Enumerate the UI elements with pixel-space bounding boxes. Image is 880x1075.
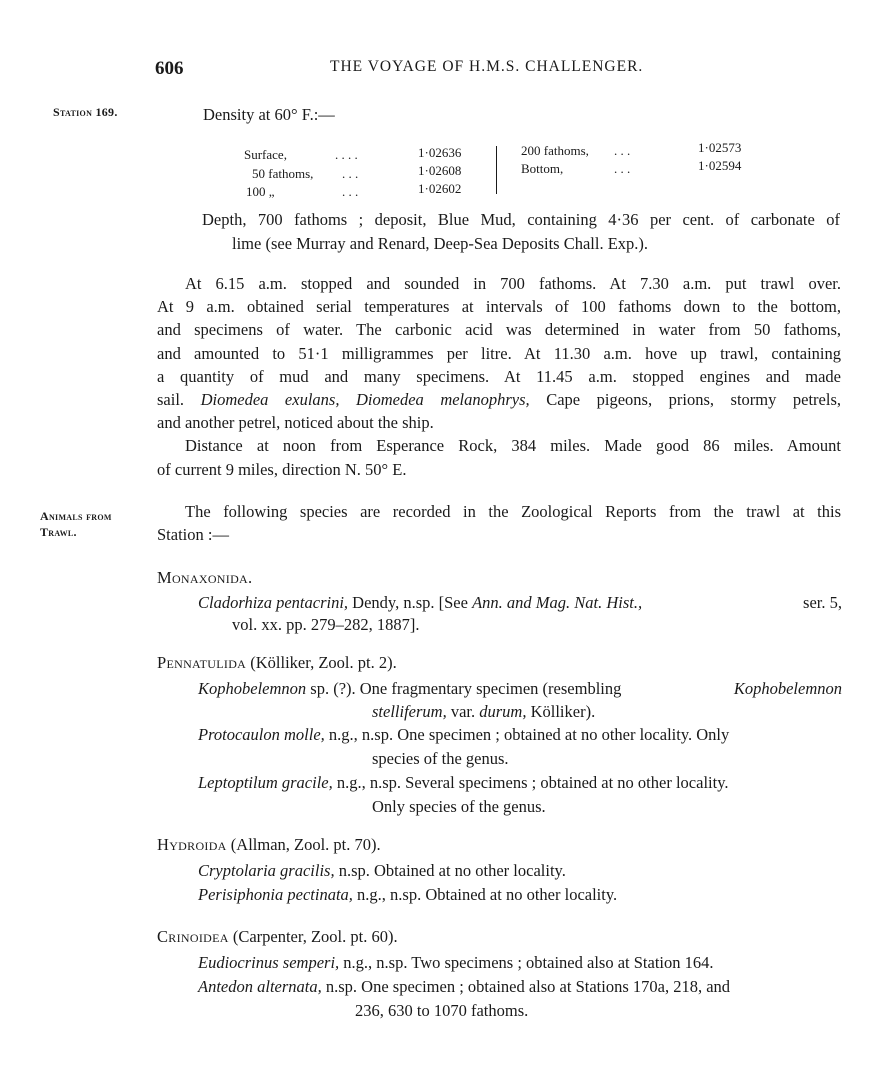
entry-text [198, 677, 621, 700]
text: n.g., n.sp. Several specimens ; obtained at no other locality. [332, 773, 729, 792]
group-reference: (Carpenter, Zool. pt. 60). [228, 927, 398, 946]
species-entry-continuation: species of the genus. [372, 749, 509, 768]
species-name: Kophobelemnon [198, 679, 307, 698]
group-name: Crinoidea [157, 927, 229, 946]
text: n.g., n.sp. One specimen ; obtained at no other locality. Only [324, 725, 730, 744]
animals-margin-note-line2: Trawl. [40, 525, 77, 539]
species-name: Eudiocrinus semperi, [198, 953, 340, 972]
text: Dendy, n.sp. [See [348, 593, 473, 612]
narrative-line: Distance at noon from Esperance Rock, 384 miles. Made good 86 miles. Amount [185, 436, 841, 456]
species-name: Antedon alternata, [198, 977, 322, 996]
group-name: Pennatulida [157, 653, 247, 672]
density-label: 50 fathoms, [252, 166, 314, 181]
density-value: 1·02608 [418, 163, 462, 178]
narrative-line: At 6.15 a.m. stopped and sounded in 700 fathoms. At 7.30 a.m. put trawl over. [185, 274, 841, 293]
station-margin-note: Station 169. [53, 105, 118, 119]
species-name: Protocaulon molle, [198, 725, 325, 744]
density-table-divider [496, 146, 497, 194]
species-name: Diomedea exulans, Diomedea melanophrys, [200, 390, 530, 410]
species-entry [198, 771, 842, 794]
species-name: Perisiphonia pectinata, [198, 885, 353, 904]
text: ser. 5, [803, 593, 842, 612]
species-entry [198, 723, 842, 746]
species-entry [198, 951, 714, 974]
density-value: 1·02636 [418, 145, 462, 160]
depth-line: lime (see Murray and Renard, Deep-Sea Deposits Chall. Exp.). [232, 234, 649, 253]
species-name: stelliferum, [372, 702, 447, 721]
species-entry-continuation: 236, 630 to 1070 fathoms. [355, 1001, 529, 1020]
trawl-intro-line: The following species are recorded in the Zoological Reports from the trawl at this [185, 502, 841, 521]
text: sp. (?). One fragmentary specimen (resembling [306, 679, 622, 698]
narrative-line: a quantity of mud and many specimens. At 11.45 a.m. stopped engines and made [157, 366, 841, 386]
entry-text [198, 591, 642, 614]
group-name: Hydroida [157, 835, 227, 854]
species-entry-continuation: Only species of the genus. [372, 797, 546, 816]
density-value: 1·02594 [698, 158, 742, 173]
narrative-line [157, 388, 841, 411]
density-dots: . . . [614, 161, 631, 176]
text: sail. [157, 390, 185, 410]
narrative-line: of current 9 miles, direction N. 50° E. [157, 459, 407, 479]
text: n.sp. One specimen ; obtained also at Stations 170a, 218, and [321, 977, 731, 996]
species-entry [198, 859, 566, 882]
species-name: Kophobelemnon [733, 679, 842, 698]
running-title: THE VOYAGE OF H.M.S. CHALLENGER. [330, 58, 644, 75]
density-label: Surface, [244, 147, 287, 162]
species-name: Cladorhiza pentacrini, [198, 593, 349, 612]
narrative-line: and another petrel, noticed about the ship. [157, 413, 434, 433]
density-heading: Density at 60° F.:— [203, 105, 335, 124]
text: n.sp. Obtained at no other locality. [334, 861, 566, 880]
density-dots: . . . . [335, 147, 358, 162]
species-entry [198, 677, 842, 700]
narrative-line: and specimens of water. The carbonic acid was determined in water from 50 fathoms, [157, 320, 841, 340]
trawl-intro-line: Station :— [157, 525, 229, 545]
narrative-paragraph [157, 272, 841, 481]
species-entry-continuation [372, 700, 595, 723]
species-entry-continuation: vol. xx. pp. 279–282, 1887]. [232, 615, 420, 634]
group-heading-monaxonida: Monaxonida. [157, 568, 253, 587]
page-number: 606 [155, 58, 184, 79]
narrative-line: At 9 a.m. obtained serial temperatures at intervals of 100 fathoms down to the bottom, [157, 297, 841, 317]
density-dots: . . . [614, 143, 631, 158]
text: var. [446, 702, 480, 721]
species-entry [198, 975, 842, 998]
species-entry [198, 591, 842, 614]
animals-margin-note-line1: Animals from [40, 509, 112, 523]
density-label: Bottom, [521, 161, 564, 176]
text: n.g., n.sp. Two specimens ; obtained also at Station 164. [339, 953, 714, 972]
group-heading-crinoidea [157, 925, 398, 948]
species-name: Cryptolaria gracilis, [198, 861, 335, 880]
density-dots: . . . [342, 166, 359, 181]
journal-title: Ann. and Mag. Nat. Hist., [472, 593, 643, 612]
group-heading-pennatulida [157, 651, 397, 674]
depth-line: Depth, 700 fathoms ; deposit, Blue Mud, containing 4·36 per cent. of carbonate of [202, 210, 840, 229]
depth-paragraph [202, 208, 840, 231]
density-dots: . . . [342, 184, 359, 199]
text: Kölliker). [526, 702, 596, 721]
species-name: Leptoptilum gracile, [198, 773, 333, 792]
group-reference: (Allman, Zool. pt. 70). [226, 835, 381, 854]
narrative-line: and amounted to 51·1 milligrammes per litre. At 11.30 a.m. hove up trawl, containing [157, 343, 841, 363]
variety-name: durum, [479, 702, 527, 721]
text: Cape pigeons, prions, stormy petrels, [546, 390, 842, 410]
density-label: 200 fathoms, [521, 143, 589, 158]
group-reference: (Kölliker, Zool. pt. 2). [246, 653, 397, 672]
density-value: 1·02573 [698, 140, 742, 155]
group-heading-hydroida [157, 833, 381, 856]
species-entry [198, 883, 617, 906]
trawl-intro [157, 500, 841, 546]
text: n.g., n.sp. Obtained at no other locality. [352, 885, 618, 904]
density-label: 100 „ [246, 184, 275, 199]
density-value: 1·02602 [418, 181, 462, 196]
